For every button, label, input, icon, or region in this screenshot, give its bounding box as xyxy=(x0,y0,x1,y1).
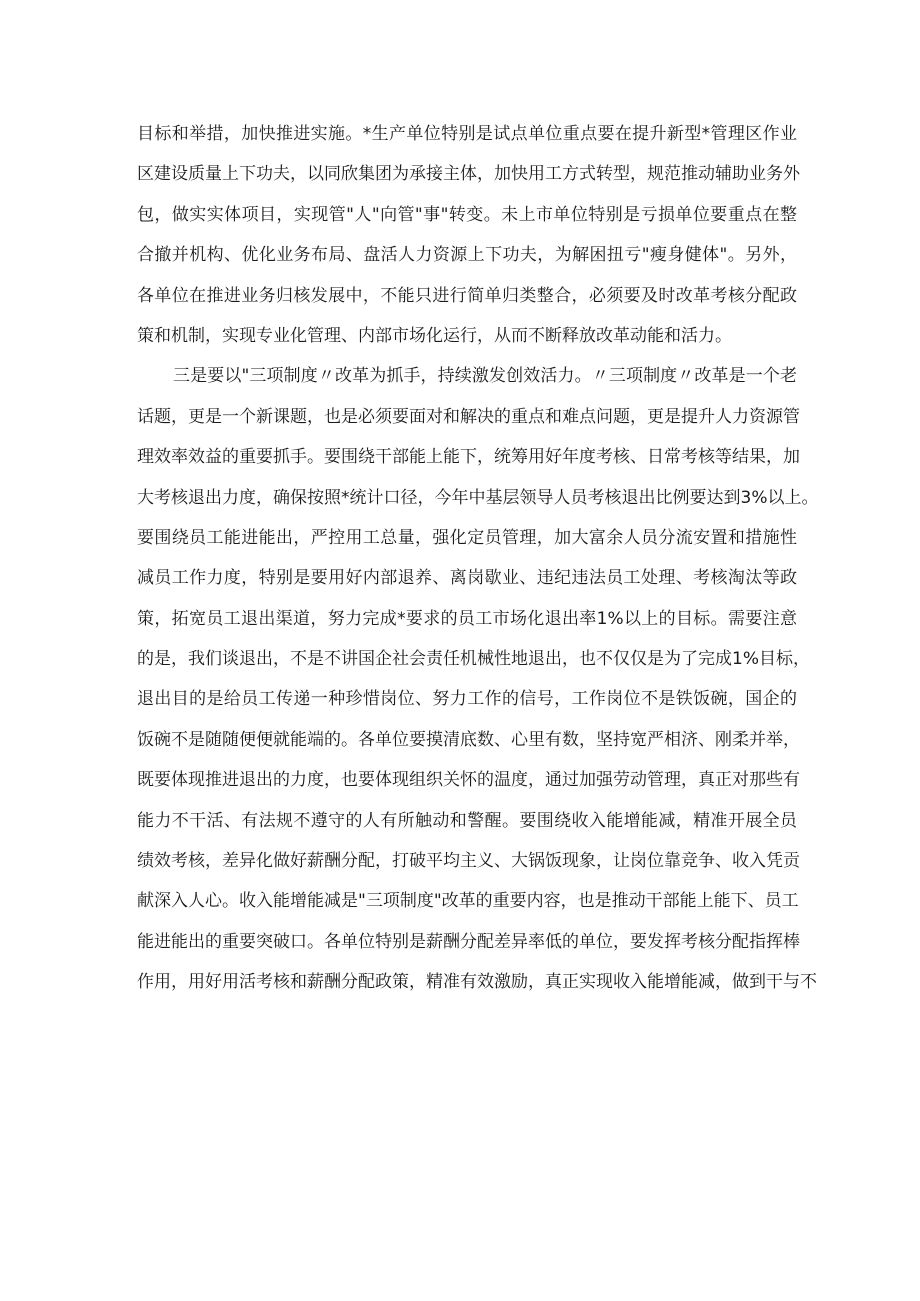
text-line: 能进能出的重要突破口。各单位特别是薪酬分配差异率低的单位，要发挥考核分配指挥棒 xyxy=(137,931,800,952)
body-text xyxy=(137,120,819,1009)
text-line: 的是，我们谈退出，不是不讲国企社会责任机械性地退出，也不仅仅是为了完成1%目标， xyxy=(137,649,810,670)
text-line: 话题，更是一个新课题，也是必须要面对和解决的重点和难点问题，更是提升人力资源管 xyxy=(137,406,800,427)
text-line: 三是要以"三项制度〃改革为抓手，持续激发创效活力。〃三项制度〃改革是一个老 xyxy=(173,366,797,387)
text-line: 理效率效益的重要抓手。要围绕干部能上能下，统筹用好年度考核、日常考核等结果，加 xyxy=(137,447,800,468)
text-line: 目标和举措，加快推进实施。*生产单位特别是试点单位重点要在提升新型*管理区作业 xyxy=(137,124,797,144)
paragraph-2 xyxy=(137,362,819,1008)
text-line: 策和机制，实现专业化管理、内部市场化运行，从而不断释放改革动能和活力。 xyxy=(137,325,732,346)
paragraph-1 xyxy=(137,120,800,362)
text-line: 能力不干活、有法规不遵守的人有所触动和警醒。要围绕收入能增能减，精准开展全员 xyxy=(137,810,797,831)
text-line: 大考核退出力度，确保按照*统计口径，今年中基层领导人员考核退出比例要达到3%以上。 xyxy=(137,487,819,508)
text-line: 退出目的是给员工传递一种珍惜岗位、努力工作的信号，工作岗位不是铁饭碗，国企的 xyxy=(137,689,797,710)
text-line: 饭碗不是随随便便就能端的。各单位要摸清底数、心里有数，坚持宽严相济、刚柔并举， xyxy=(137,729,800,750)
text-line: 绩效考核，差异化做好薪酬分配，打破平均主义、大锅饭现象，让岗位靠竞争、收入凭贡 xyxy=(137,851,800,872)
text-line: 策，拓宽员工退出渠道，努力完成*要求的员工市场化退出率1%以上的目标。需要注意 xyxy=(137,608,797,629)
text-line: 包，做实实体项目，实现管"人"向管"事"转变。未上市单位特别是亏损单位要重点在整 xyxy=(137,204,797,225)
text-line: 要围绕员工能进能出，严控用工总量，强化定员管理，加大富余人员分流安置和措施性 xyxy=(137,527,797,548)
text-line: 合撤并机构、优化业务布局、盘活人力资源上下功夫，为解困扭亏"瘦身健体"。另外， xyxy=(137,245,797,266)
text-line: 各单位在推进业务归核发展中，不能只进行简单归类整合，必须要及时改革考核分配政 xyxy=(137,285,797,306)
text-line: 区建设质量上下功夫，以同欣集团为承接主体，加快用工方式转型，规范推动辅助业务外 xyxy=(137,164,800,185)
text-line: 作用，用好用活考核和薪酬分配政策，精准有效激励，真正实现收入能增能减，做到干与不 xyxy=(137,972,817,993)
text-line: 既要体现推进退出的力度，也要体现组织关怀的温度，通过加强劳动管理，真正对那些有 xyxy=(137,770,800,791)
text-line: 减员工作力度，特别是要用好内部退养、离岗歇业、违纪违法员工处理、考核淘汰等政 xyxy=(137,568,797,589)
text-line: 献深入人心。收入能增能减是"三项制度"改革的重要内容，也是推动干部能上能下、员工 xyxy=(137,891,799,912)
